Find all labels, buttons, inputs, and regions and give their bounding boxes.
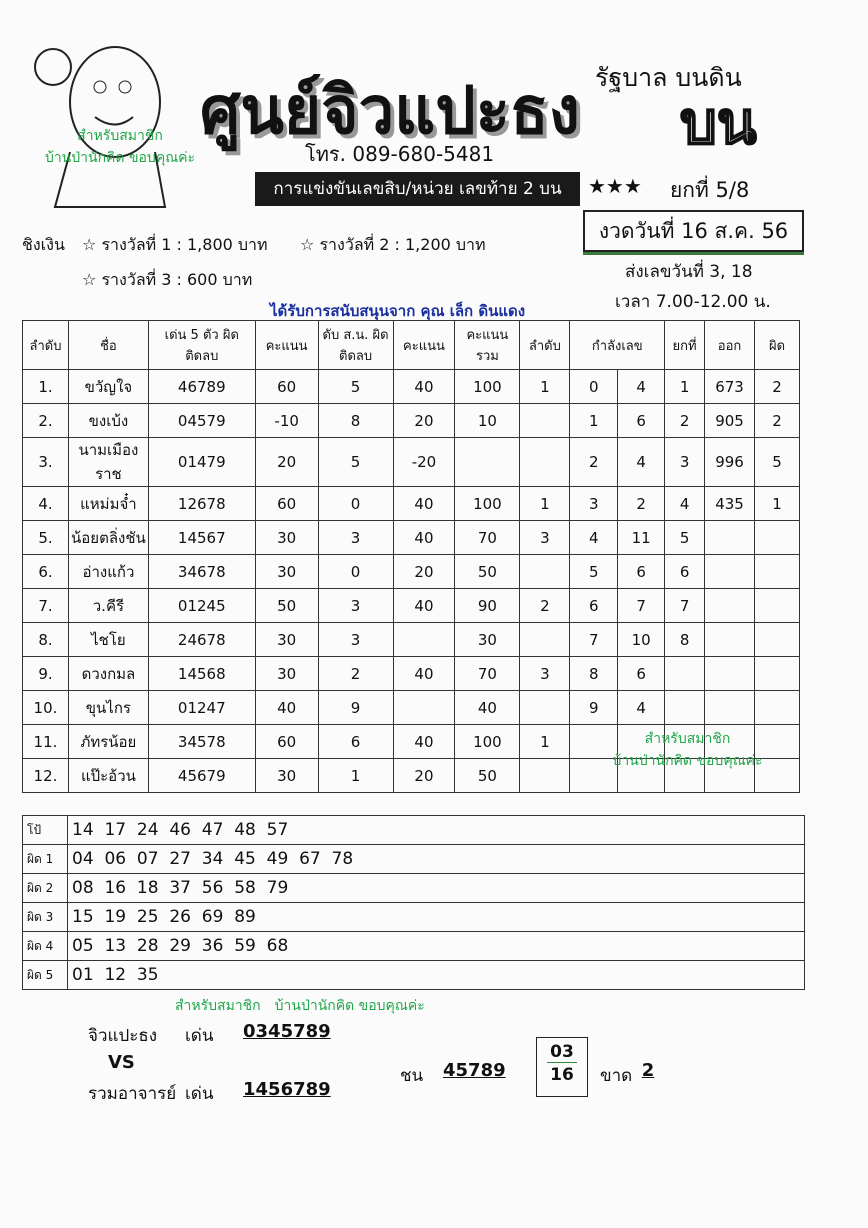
table-cell: 3 [318, 521, 393, 555]
numbers-table [22, 815, 805, 990]
table-cell: ภัทรน้อย [68, 725, 148, 759]
table-cell [455, 438, 520, 487]
table-cell: 6 [618, 404, 665, 438]
table-cell: 4. [23, 487, 69, 521]
table-cell: 40 [393, 589, 455, 623]
vs-label: VS [108, 1052, 135, 1073]
table-cell: 1 [665, 370, 705, 404]
play-label-1: เด่น [185, 1026, 214, 1046]
table-cell: 9 [318, 691, 393, 725]
table-cell: 1 [570, 404, 618, 438]
table-cell: 40 [393, 370, 455, 404]
bon-label: บน [680, 89, 757, 157]
table-cell: ว.คีรี [68, 589, 148, 623]
prize-1: ☆ รางวัลที่ 1 : 1,800 บาท [82, 235, 268, 254]
table-row [23, 404, 800, 438]
table-cell [754, 657, 799, 691]
table-cell [705, 657, 755, 691]
table-cell [520, 404, 570, 438]
table-cell: 7. [23, 589, 69, 623]
column-header: เด่น 5 ตัว ผิดติดลบ [148, 321, 255, 370]
table-cell: 01479 [148, 438, 255, 487]
numbers-label: ผิด 2 [23, 874, 68, 903]
table-cell: 2. [23, 404, 69, 438]
win-label: ชน [400, 1066, 424, 1086]
table-cell: 2 [665, 404, 705, 438]
hermit-mascot-icon [15, 12, 185, 212]
table-cell: 6 [570, 589, 618, 623]
table-cell: 5 [665, 521, 705, 555]
table-row [23, 691, 800, 725]
table-cell [393, 691, 455, 725]
table-cell: 435 [705, 487, 755, 521]
table-cell: 50 [455, 555, 520, 589]
table-cell: แป๊ะอ้วน [68, 759, 148, 793]
table-cell: ขวัญใจ [68, 370, 148, 404]
table-cell: 11 [618, 521, 665, 555]
numbers-values: 04 06 07 27 34 45 49 67 78 [68, 845, 805, 874]
table-cell: 1 [520, 487, 570, 521]
column-header: ชื่อ [68, 321, 148, 370]
table-cell: 12. [23, 759, 69, 793]
table-cell: 24678 [148, 623, 255, 657]
table-row [23, 657, 800, 691]
table-cell: 1 [520, 725, 570, 759]
table-cell: ไชโย [68, 623, 148, 657]
column-header: คะแนน [393, 321, 455, 370]
table-cell: 100 [455, 487, 520, 521]
table-cell: 9. [23, 657, 69, 691]
lose-label: ขาด [600, 1066, 633, 1086]
table-cell: ดวงกมล [68, 657, 148, 691]
watermark-top-left [40, 125, 200, 169]
table-cell: 6 [618, 657, 665, 691]
table-cell: 20 [393, 759, 455, 793]
table-cell [520, 555, 570, 589]
table-cell [665, 691, 705, 725]
numbers-values: 05 13 28 29 36 59 68 [68, 932, 805, 961]
table-cell: 4 [665, 487, 705, 521]
table-cell: 20 [393, 404, 455, 438]
table-cell [393, 623, 455, 657]
prize-2: ☆ รางวัลที่ 2 : 1,200 บาท [300, 235, 486, 254]
table-cell [754, 589, 799, 623]
table-cell: 2 [754, 404, 799, 438]
table-cell: 3 [665, 438, 705, 487]
table-cell: 4 [618, 370, 665, 404]
numbers-row [23, 874, 805, 903]
table-cell: 5 [754, 438, 799, 487]
brand-title: ศูนย์จิวแปะธง [200, 71, 580, 149]
table-cell: 2 [520, 589, 570, 623]
table-cell: 100 [455, 725, 520, 759]
table-cell: นามเมืองราช [68, 438, 148, 487]
player-1: จิวแปะธง [88, 1026, 158, 1046]
table-cell: 70 [455, 657, 520, 691]
table-cell [520, 623, 570, 657]
competition-banner: การแข่งขันเลขสิบ/หน่วย เลขท้าย 2 บน [255, 172, 580, 206]
table-cell: 40 [455, 691, 520, 725]
table-cell: 905 [705, 404, 755, 438]
sponsor-text: ได้รับการสนับสนุนจาก คุณ เล็ก ดินแดง [270, 302, 526, 320]
table-cell: 2 [618, 487, 665, 521]
numbers-values: 15 19 25 26 69 89 [68, 903, 805, 932]
player-2: รวมอาจารย์ [88, 1084, 177, 1104]
prize-3-text: รางวัลที่ 3 : 600 บาท [101, 270, 253, 289]
table-cell: 70 [455, 521, 520, 555]
table-cell: 6 [665, 555, 705, 589]
table-cell: 30 [255, 759, 318, 793]
table-cell: 30 [255, 555, 318, 589]
table-cell: 40 [255, 691, 318, 725]
table-cell: 3 [520, 657, 570, 691]
column-header: ลำดับ [520, 321, 570, 370]
table-cell: 2 [570, 438, 618, 487]
table-cell [520, 438, 570, 487]
table-cell: 5 [318, 438, 393, 487]
watermark-line-2: บ้านป่านักคิด ขอบคุณค่ะ [612, 753, 763, 769]
column-header: ดับ ส.น. ผิดติดลบ [318, 321, 393, 370]
table-row [23, 370, 800, 404]
table-cell: 30 [255, 521, 318, 555]
table-cell: 04579 [148, 404, 255, 438]
column-header: กำลังเลข [570, 321, 665, 370]
table-cell: 11. [23, 725, 69, 759]
numbers-values: 08 16 18 37 56 58 79 [68, 874, 805, 903]
watermark-line-1: สำหรับสมาชิก [77, 128, 163, 144]
prize-2-text: รางวัลที่ 2 : 1,200 บาท [319, 235, 486, 254]
column-header: ออก [705, 321, 755, 370]
column-header: ลำดับ [23, 321, 69, 370]
table-cell: น้อยตลิ่งชัน [68, 521, 148, 555]
numbers-row [23, 845, 805, 874]
table-cell: 6 [318, 725, 393, 759]
fraction-bottom: 16 [550, 1065, 574, 1085]
table-cell: 1 [318, 759, 393, 793]
stars-icon: ★★★ [588, 174, 642, 198]
table-cell: 40 [393, 487, 455, 521]
table-cell: 0 [570, 370, 618, 404]
table-cell: 4 [618, 691, 665, 725]
table-cell [705, 623, 755, 657]
numbers-values: 01 12 35 [68, 961, 805, 990]
table-cell [705, 589, 755, 623]
table-cell: 1. [23, 370, 69, 404]
table-cell: 3 [318, 589, 393, 623]
scores-table [22, 320, 800, 793]
table-cell: 60 [255, 487, 318, 521]
send-time: เวลา 7.00-12.00 น. [615, 292, 771, 312]
table-cell: 8 [318, 404, 393, 438]
score-fraction [536, 1037, 588, 1097]
table-cell [520, 759, 570, 793]
table-cell [665, 657, 705, 691]
table-cell: 100 [455, 370, 520, 404]
table-row [23, 555, 800, 589]
table-cell: 1 [754, 487, 799, 521]
table-cell: 7 [665, 589, 705, 623]
table-cell: 50 [255, 589, 318, 623]
table-row [23, 487, 800, 521]
column-header: คะแนน [255, 321, 318, 370]
round-label: ยกที่ 5/8 [670, 178, 750, 202]
numbers-row [23, 903, 805, 932]
table-cell: 7 [570, 623, 618, 657]
table-cell: 3 [318, 623, 393, 657]
draw-date: งวดวันที่ 16 ส.ค. 56 [583, 210, 804, 252]
column-header: ผิด [754, 321, 799, 370]
table-cell: 40 [393, 657, 455, 691]
table-cell: 5. [23, 521, 69, 555]
numbers-row [23, 932, 805, 961]
table-cell [520, 691, 570, 725]
table-cell: แหม่มจ๋ำ [68, 487, 148, 521]
table-cell [754, 521, 799, 555]
table-cell: 14567 [148, 521, 255, 555]
table-cell: 45679 [148, 759, 255, 793]
table-row [23, 438, 800, 487]
numbers-label: โป้ [23, 816, 68, 845]
table-cell: 3 [570, 487, 618, 521]
table-cell: 10 [455, 404, 520, 438]
table-cell: 20 [255, 438, 318, 487]
table-cell: 12678 [148, 487, 255, 521]
numbers-label: ผิด 3 [23, 903, 68, 932]
table-cell: 8 [665, 623, 705, 657]
table-cell [705, 555, 755, 589]
table-cell: 8 [570, 657, 618, 691]
fraction-top: 03 [547, 1042, 577, 1063]
table-cell: 34578 [148, 725, 255, 759]
table-cell: 5 [570, 555, 618, 589]
numbers-row [23, 816, 805, 845]
table-cell [705, 521, 755, 555]
numbers-row [23, 961, 805, 990]
table-cell: 6 [618, 555, 665, 589]
table-cell: 90 [455, 589, 520, 623]
government-label: รัฐบาล บนดิน [595, 63, 742, 92]
table-cell: 2 [754, 370, 799, 404]
prize-1-text: รางวัลที่ 1 : 1,800 บาท [101, 235, 268, 254]
column-header: คะแนน รวม [455, 321, 520, 370]
numbers-label: ผิด 4 [23, 932, 68, 961]
table-cell: -20 [393, 438, 455, 487]
table-cell [754, 555, 799, 589]
table-cell: 3. [23, 438, 69, 487]
table-cell: 0 [318, 555, 393, 589]
table-cell: 40 [393, 725, 455, 759]
watermark-line-1: สำหรับสมาชิก [644, 731, 731, 747]
phone-number: โทร. 089-680-5481 [305, 142, 495, 166]
watermark-line-2: บ้านป่านักคิด ขอบคุณค่ะ [44, 150, 196, 166]
table-cell: 30 [255, 657, 318, 691]
win-number: 45789 [443, 1060, 506, 1081]
table-cell: 8. [23, 623, 69, 657]
table-cell: 10. [23, 691, 69, 725]
watermark-line-2: บ้านป่านักคิด ขอบคุณค่ะ [274, 998, 425, 1014]
table-cell: 9 [570, 691, 618, 725]
player-2-number: 1456789 [243, 1079, 331, 1100]
table-cell: 30 [255, 623, 318, 657]
table-cell [754, 623, 799, 657]
table-cell: 0 [318, 487, 393, 521]
table-cell: 3 [520, 521, 570, 555]
watermark-bottom [175, 995, 425, 1017]
table-cell [705, 691, 755, 725]
table-cell: 46789 [148, 370, 255, 404]
table-cell: 50 [455, 759, 520, 793]
player-1-number: 0345789 [243, 1021, 331, 1042]
table-cell: 14568 [148, 657, 255, 691]
column-header: ยกที่ [665, 321, 705, 370]
table-cell: 673 [705, 370, 755, 404]
table-cell: อ่างแก้ว [68, 555, 148, 589]
send-dates: ส่งเลขวันที่ 3, 18 [625, 262, 753, 282]
table-cell: -10 [255, 404, 318, 438]
table-cell: 20 [393, 555, 455, 589]
table-cell: 30 [455, 623, 520, 657]
table-cell: 996 [705, 438, 755, 487]
lose-number: 2 [641, 1060, 655, 1081]
table-cell: 6. [23, 555, 69, 589]
watermark-line-1: สำหรับสมาชิก [175, 998, 261, 1014]
table-cell: 60 [255, 725, 318, 759]
table-cell: 01245 [148, 589, 255, 623]
table-cell: 01247 [148, 691, 255, 725]
watermark-middle [580, 728, 795, 772]
table-cell: 60 [255, 370, 318, 404]
table-cell: 10 [618, 623, 665, 657]
table-cell: 4 [618, 438, 665, 487]
prize-label: ชิงเงิน [22, 235, 65, 254]
table-cell: ขงเบ้ง [68, 404, 148, 438]
table-cell [754, 691, 799, 725]
table-cell: ขุนไกร [68, 691, 148, 725]
numbers-values: 14 17 24 46 47 48 57 [68, 816, 805, 845]
table-row [23, 589, 800, 623]
table-row [23, 521, 800, 555]
table-header [23, 321, 800, 370]
table-cell: 2 [318, 657, 393, 691]
numbers-label: ผิด 1 [23, 845, 68, 874]
numbers-label: ผิด 5 [23, 961, 68, 990]
table-cell: 34678 [148, 555, 255, 589]
table-row [23, 623, 800, 657]
prize-3: ☆ รางวัลที่ 3 : 600 บาท [82, 270, 253, 289]
table-cell: 4 [570, 521, 618, 555]
table-cell: 40 [393, 521, 455, 555]
table-cell: 7 [618, 589, 665, 623]
table-cell: 1 [520, 370, 570, 404]
table-cell: 5 [318, 370, 393, 404]
play-label-2: เด่น [185, 1084, 214, 1104]
